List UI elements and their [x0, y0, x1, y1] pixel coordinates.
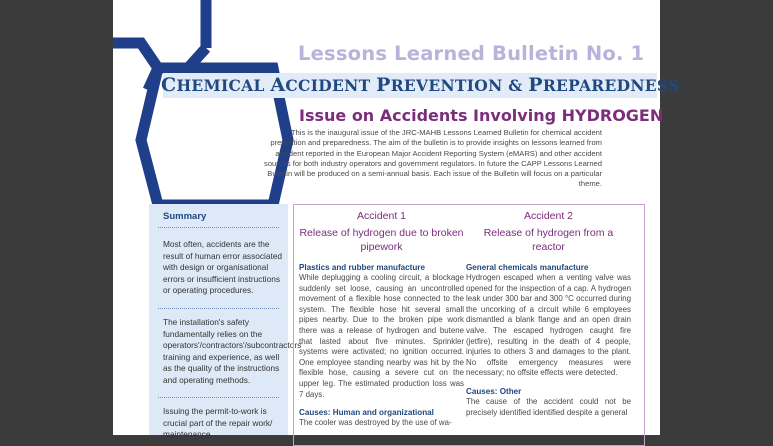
divider	[158, 308, 279, 309]
summary-item: The installation's safety fundamentally relies on the operators'/contractors'/subcontractors' training and experience, as well as the quality of the instructions and operating methods.	[163, 317, 303, 385]
accident-title: Release of hydrogen from a reactor	[483, 227, 614, 253]
accident-number: Accident 2	[523, 210, 574, 222]
accident-description: Hydrogen escaped when a venting valve was opened for the inspection of a cap. A hydrogen leak under 300 bar and 300 °C occurred during the uncorking of a circuit while 6 employees dismantled a blank flange and an open drain valve. The escaped hydrogen caught fire (jetfire), resulting in the death of 4 people, injuries to others 3 and damages to the plant. No offsite emergency measures were necessary; no offsite effects were detected.	[466, 273, 631, 378]
accident-cause-text: The cause of the accident could not be precisely identified identified despite a general	[466, 396, 631, 417]
summary-panel	[149, 204, 303, 440]
accident-number: Accident 1	[356, 210, 407, 222]
intro-paragraph: This is the inaugural issue of the JRC-MAHB Lessons Learned Bulletin for chemical accident prevention and preparedness. The aim of the bulletin is to provide insights on lessons learned from accident reported in the European Major Accident Reporting System (eMARS) and other accident sources for both industry operators and government regulators. In future the CAPP Lessons Learned Bulletin will be produced on a semi-annual basis. Each issue of the Bulletin will focus on a particular theme.	[264, 128, 602, 189]
bulletin-title: Lessons Learned Bulletin No. 1	[298, 42, 645, 65]
bulletin-page	[113, 0, 680, 440]
publication-title: CHEMICAL ACCIDENT PREVENTION & PREPAREDNESS	[161, 74, 680, 96]
issue-title: Issue on Accidents Involving HYDROGEN	[299, 106, 664, 125]
summary-heading: Summary	[163, 211, 207, 222]
accident-column	[299, 205, 464, 429]
accident-column	[466, 205, 631, 418]
divider	[158, 397, 279, 398]
accident-sector: General chemicals manufacture	[466, 263, 589, 272]
accident-sector: Plastics and rubber manufacture	[299, 263, 425, 272]
accident-cause-text: The cooler was destroyed by the use of wa-	[299, 418, 452, 428]
summary-item: Most often, accidents are the result of human error associated with design or organisational errors or insufficient instructions or operating procedures.	[163, 239, 282, 296]
accident-description: While deplugging a cooling circuit, a blockage suddenly set loose, causing an uncontrolled movement of a flexible hose connected to the system. The flexible hose hit several small pipes nearby. Due to the broken pipe work there was a release of hydrogen and butene that lasted about five minutes. Sprinkler systems were activated; no ignition occurred. One employee standing nearby was hit by the flexible hose, causing a severe cut on the upper leg. The estimated production loss was 7 days.	[299, 273, 464, 399]
summary-item: Issuing the permit-to-work is crucial part of the repair work/ maintenance	[163, 406, 273, 440]
divider	[158, 227, 279, 228]
accidents-box	[293, 204, 645, 446]
accident-cause-heading: Causes: Human and organizational	[299, 408, 434, 418]
accident-cause-heading: Causes: Other	[466, 386, 522, 396]
accident-title: Release of hydrogen due to broken pipework	[299, 227, 464, 253]
